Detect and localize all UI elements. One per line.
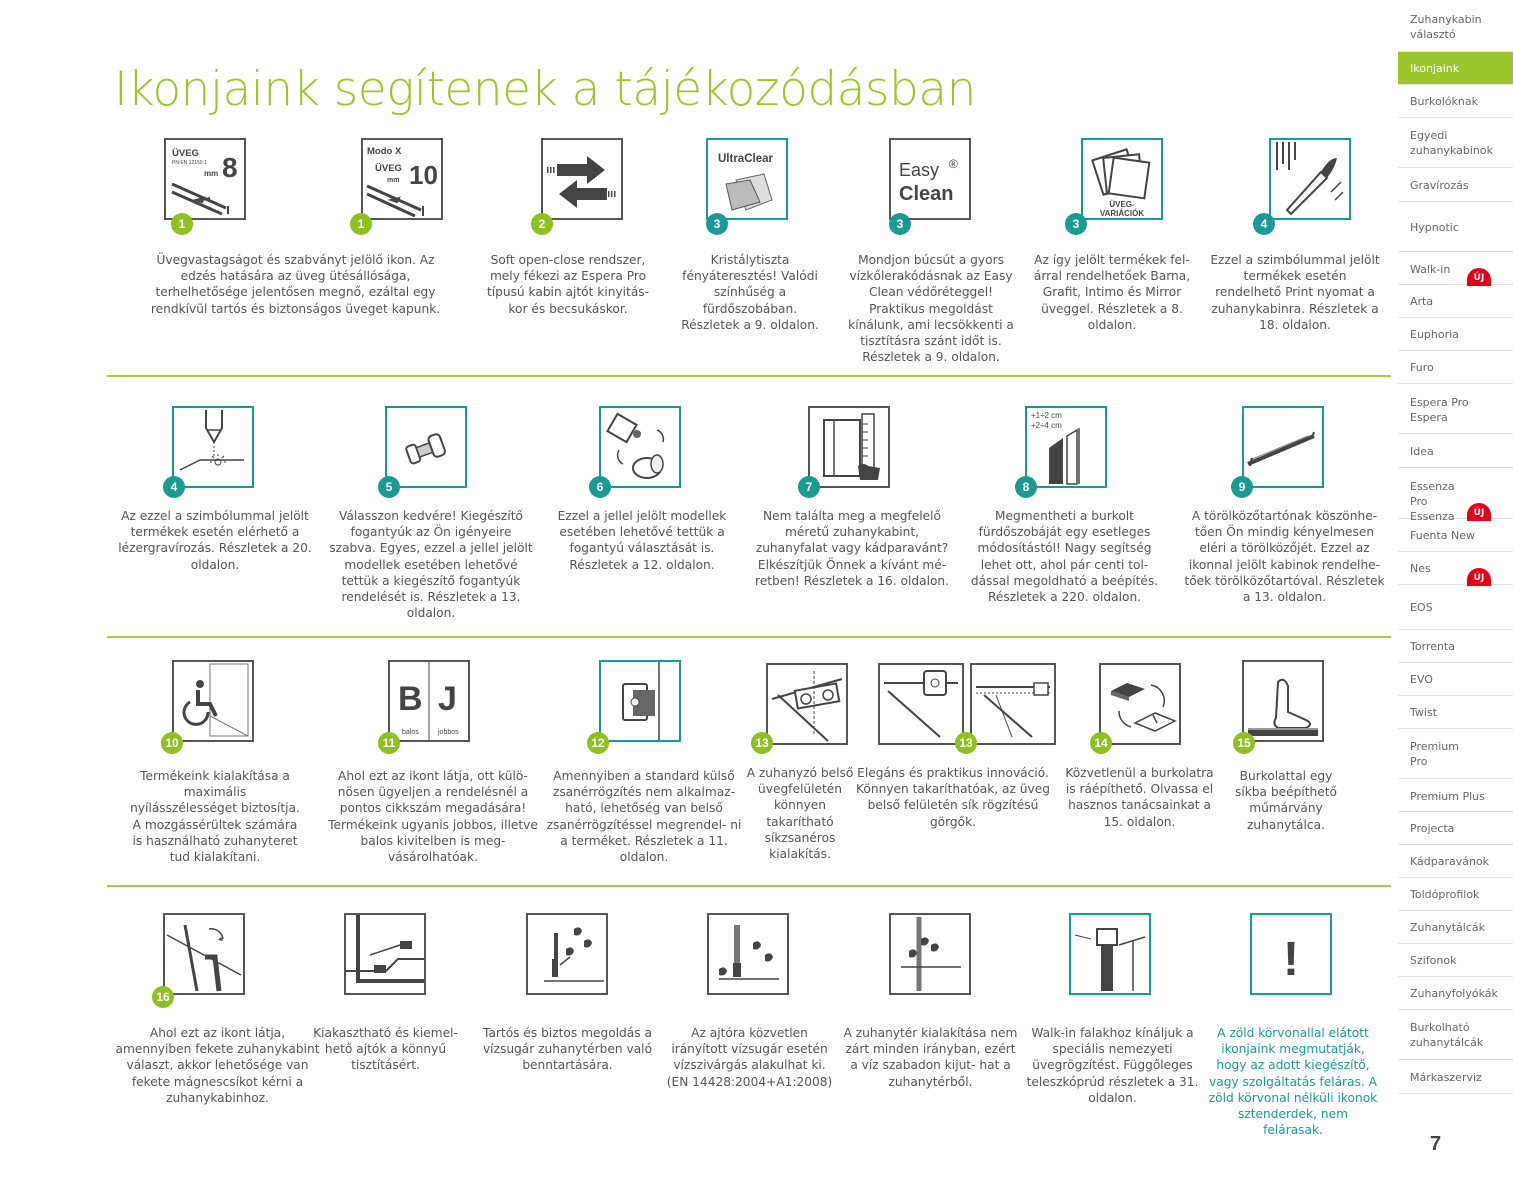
icon-description: A zuhanytér kialakítása nem zárt minden irányban, ezért a víz szabadon kijut- hat a zuhanytérből. xyxy=(843,1026,1018,1089)
sidebar-item[interactable]: Burkolható zuhanytálcák xyxy=(1398,1010,1513,1060)
sidebar-item[interactable]: Szifonok xyxy=(1398,944,1513,977)
page-title: Ikonjaink segítenek a tájékozódásban xyxy=(114,62,976,117)
icon-badge: 1 xyxy=(350,213,372,235)
icon-badge: 11 xyxy=(378,732,400,754)
on-tile-tray-icon xyxy=(1099,663,1181,745)
glass-thickness-8mm-icon xyxy=(164,138,246,220)
sidebar-item[interactable]: Burkolóknak xyxy=(1398,85,1513,118)
icon-badge: 9 xyxy=(1231,476,1253,498)
sidebar-item[interactable]: Twist xyxy=(1398,696,1513,729)
icon-description: Üvegvastagságot és szabványt jelölő ikon. Az edzés hatására az üveg ütésállósága, terhelhetősége jelentősen megnő, ezáltal egy rendkívül tartós és biztonságos üveget kapunk. xyxy=(150,253,441,316)
extra-handle-icon xyxy=(385,406,467,488)
svg-text:+2÷4 cm: +2÷4 cm xyxy=(1031,421,1062,430)
towel-holder-icon xyxy=(1242,406,1324,488)
glass-variations-icon xyxy=(1081,138,1163,220)
icon-badge: 3 xyxy=(889,213,911,235)
svg-text:Clean: Clean xyxy=(899,183,954,205)
sidebar-item[interactable]: Fuenta New xyxy=(1398,519,1513,552)
telescopic-rod-icon xyxy=(1069,913,1151,995)
open-shower-space-icon xyxy=(889,913,971,995)
icon-description: Amennyiben a standard külső zsanérrögzítés nem alkalmaz- ható, lehetőség van belső zsanérrögzítéssel megrendel- ni a terméket. Részletek a 11. oldalon. xyxy=(546,769,742,865)
sidebar-item[interactable]: Zuhanytálcák xyxy=(1398,911,1513,944)
sidebar-item[interactable]: Torrenta xyxy=(1398,630,1513,663)
icon-description: Kristálytiszta fényáteresztés! Valódi színhűség a fürdőszobában. Részletek a 9. oldalon. xyxy=(681,253,819,332)
svg-text:ÜVEG: ÜVEG xyxy=(375,163,402,174)
handle-choice-icon xyxy=(599,406,681,488)
svg-text:ÜVEG-: ÜVEG- xyxy=(1109,200,1135,209)
flat-hinge-icon xyxy=(766,663,848,745)
sidebar-item[interactable]: Zuhanykabin választó xyxy=(1398,0,1513,52)
icon-badge: 2 xyxy=(531,213,553,235)
flush-tray-icon xyxy=(1242,660,1324,742)
icon-badge: 10 xyxy=(161,732,183,754)
svg-text:10: 10 xyxy=(409,160,438,190)
svg-text:Easy: Easy xyxy=(899,160,940,180)
icon-description: Megmentheti a burkolt fürdőszobáját egy esetleges módosítástól! Nagy segítség lehet ott, ahol pár centi tol- dással megoldható a beépítés. Részletek a 220. oldalon. xyxy=(970,509,1159,605)
svg-text:J: J xyxy=(438,680,457,718)
icon-badge: 1 xyxy=(171,213,193,235)
sidebar-item[interactable]: Euphoria xyxy=(1398,318,1513,351)
row-separator xyxy=(107,885,1391,887)
row-separator xyxy=(107,375,1391,377)
custom-size-icon xyxy=(808,406,890,488)
exclamation-icon xyxy=(1250,913,1332,995)
water-leak-warning-icon xyxy=(707,913,789,995)
icon-description: Tartós és biztos megoldás a vízsugár zuhanytérben való benntartására. xyxy=(482,1026,653,1073)
icon-description: Közvetlenül a burkolatra is ráépíthető. Olvassa el hasznos tanácsainkat a 15. oldalon. xyxy=(1065,766,1214,829)
sidebar-item[interactable]: Nes ÚJ xyxy=(1398,552,1513,585)
svg-text:B: B xyxy=(398,680,423,718)
sidebar-item[interactable]: EOS xyxy=(1398,585,1513,630)
new-badge: ÚJ xyxy=(1467,503,1491,521)
sidebar-item[interactable]: Márkaszerviz xyxy=(1398,1060,1513,1094)
icon-badge: 6 xyxy=(589,476,611,498)
icon-description: Nem találta meg a megfelelő méretű zuhanykabint, zuhanyfalat vagy kádparavánt? Elkészítjük Önnek a kívánt mé- retben! Részletek a 16. oldalon. xyxy=(754,509,950,588)
sidebar-item[interactable]: Zuhanyfolyókák xyxy=(1398,977,1513,1010)
left-right-version-icon xyxy=(388,660,470,742)
water-retention-icon xyxy=(526,913,608,995)
icon-description: Ezzel a szimbólummal jelölt termékek esetén rendelhető Print nyomat a zuhanykabinra. Részletek a 18. oldalon. xyxy=(1210,253,1380,332)
new-badge: ÚJ xyxy=(1467,268,1491,286)
icon-description: Walk-in falakhoz kínáljuk a speciális nemezyeti üvegrögzítést. Függőleges teleszkóprúd részletek a 31. oldalon. xyxy=(1026,1026,1199,1105)
icon-badge: 14 xyxy=(1090,732,1112,754)
sidebar-item[interactable]: Walk-in ÚJ xyxy=(1398,252,1513,285)
inner-hinge-icon xyxy=(599,660,681,742)
icon-description: Ahol ezt az ikont látja, ott külö- nösen ügyeljen a rendelésnél a pontos cikkszám megadására! Termékeink ugyanis jobbos, illetve balos kivitelben is meg- vásárolhatóak. xyxy=(328,769,538,865)
sidebar-item[interactable]: Egyedi zuhanykabinok xyxy=(1398,118,1513,168)
svg-text:VARIÁCIÓK: VARIÁCIÓK xyxy=(1099,209,1145,218)
sidebar-item[interactable]: EVO xyxy=(1398,663,1513,696)
glass-thickness-10mm-icon xyxy=(361,138,443,220)
icon-description: Ahol ezt az ikont látja, amennyiben fekete zuhanykabint választ, akkor lehetősége van fekete mágnescsíkot kérni a zuhanykabinhoz. xyxy=(115,1026,320,1105)
svg-text:®: ® xyxy=(949,157,958,171)
sidebar-item[interactable]: Kádparavánok xyxy=(1398,845,1513,878)
legend-note: A zöld körvonallal elátott ikonjaink megmutatják, hogy az adott kiegészítő, vagy szolgáltatás feláras. A zöld körvonal nélküli ikonok sztenderdek, nem felárasak. xyxy=(1208,1026,1378,1138)
icon-description: Ezzel a jellel jelölt modellek esetében lehetővé tettük a fogantyú választását is. Részletek a 12. oldalon. xyxy=(557,509,727,572)
sidebar-item-active[interactable]: Ikonjaink xyxy=(1398,52,1513,85)
soft-close-arrows-icon xyxy=(541,138,623,220)
svg-text:!: ! xyxy=(1283,933,1299,986)
icon-description: Az ezzel a szimbólummal jelölt termékek esetén elérhető a lézergravírozás. Részletek a 20. oldalon. xyxy=(118,509,312,572)
easy-clean-coating-icon xyxy=(889,138,971,220)
icon-badge: 8 xyxy=(1015,476,1037,498)
icon-badge: 12 xyxy=(587,732,609,754)
icon-description: Termékeink kialakítása a maximális nyílásszélességet biztosítja. A mozgássérültek számára is használható zuhanyteret tud kialakítani. xyxy=(130,769,300,865)
icon-badge: 4 xyxy=(163,476,185,498)
icon-description: Soft open-close rendszer, mely fékezi az Espera Pro típusú kabin ajtót kinyitás- kor és becsukáskor. xyxy=(486,253,650,316)
new-badge: ÚJ xyxy=(1467,568,1491,586)
page-number: 7 xyxy=(1430,1133,1442,1155)
icon-description: Mondjon búcsút a gyors vízkőlerakódásnak az Easy Clean védőréteggel! Praktikus megoldást kínálunk, ami lecsökkenti a tisztításra szánt időt is. Részletek a 9. oldalon. xyxy=(848,253,1014,365)
laser-engraving-icon xyxy=(172,406,254,488)
icon-badge: 4 xyxy=(1253,213,1275,235)
svg-text:balos: balos xyxy=(402,729,419,736)
sidebar-item[interactable]: Premium Plus xyxy=(1398,779,1513,812)
icon-description: A zuhanyzó belső üvegfelületén könnyen takarítható síkzsanéros kialakítás. xyxy=(746,766,854,862)
sidebar-item[interactable]: Idea xyxy=(1398,434,1513,468)
roller-icon-a xyxy=(878,663,964,745)
icon-badge: 3 xyxy=(706,213,728,235)
black-magnet-strip-icon xyxy=(163,913,245,995)
svg-text:mm: mm xyxy=(387,177,400,184)
icon-description: A törölközőtartónak köszönhe- tően Ön mindig kényelmesen eléri a törölközőjét. Ezzel az ikonnal jelölt kabinok rendelhe- tőek törölközőtartóval. Részletek a 13. oldalon. xyxy=(1184,509,1385,605)
ultraclear-glass-icon xyxy=(706,138,788,220)
icon-badge: 16 xyxy=(152,986,174,1008)
icon-description: Elegáns és praktikus innováció. Könnyen takaríthatóak, az üveg belső felületén sík rögzítésű görgők. xyxy=(856,766,1050,829)
roller-icon-b xyxy=(970,663,1056,745)
sidebar-item[interactable]: Premium Pro xyxy=(1398,729,1513,779)
icon-description: Az így jelölt termékek fel- árral rendelhetőek Barna, Grafit, Intimo és Mirror üveggel. Részletek a 8. oldalon. xyxy=(1033,253,1191,332)
icon-description: Válasszon kedvére! Kiegészítő fogantyúk az Ön igényeire szabva. Egyes, ezzel a jellel jelölt modellek esetében lehetővé tettük a kiegészítő fogantyúk rendelését is. Részletek a 13. oldalon. xyxy=(329,509,533,621)
svg-text:ÜVEG: ÜVEG xyxy=(172,148,199,159)
icon-badge: 13 xyxy=(955,732,977,754)
sidebar-item[interactable]: Hypnotic xyxy=(1398,202,1513,252)
sidebar-item[interactable]: Espera Pro Espera xyxy=(1398,384,1513,434)
svg-text:8: 8 xyxy=(222,152,238,183)
svg-text:UltraClear: UltraClear xyxy=(718,153,773,165)
sidebar-item[interactable]: Projecta xyxy=(1398,812,1513,845)
svg-text:+1÷2 cm: +1÷2 cm xyxy=(1031,411,1062,420)
sidebar-item[interactable]: Toldóprofilok xyxy=(1398,878,1513,911)
svg-text:jobbos: jobbos xyxy=(438,729,459,736)
svg-text:mm: mm xyxy=(204,169,219,178)
row-separator xyxy=(107,636,1391,638)
icon-badge: 15 xyxy=(1233,732,1255,754)
wheelchair-access-icon xyxy=(172,660,254,742)
sidebar-item[interactable]: Essenza Pro Essenza ÚJ xyxy=(1398,468,1513,519)
extension-profile-icon xyxy=(1025,406,1107,488)
liftoff-door-icon xyxy=(344,913,426,995)
icon-description: Burkolattal egy síkba beépíthető műmárvány zuhanytálca. xyxy=(1235,769,1337,832)
icon-badge: 7 xyxy=(798,476,820,498)
print-brush-icon xyxy=(1269,138,1351,220)
icon-badge: 5 xyxy=(378,476,400,498)
sidebar-item[interactable]: Gravírozás xyxy=(1398,168,1513,202)
icon-description: Az ajtóra közvetlen irányított vízsugár esetén vízszivárgás alakulhat ki. (EN 14428:2004+A1:2008) xyxy=(666,1026,833,1089)
svg-text:PN:EN 12150:1: PN:EN 12150:1 xyxy=(172,160,207,166)
icon-description: Kiakasztható és kiemel- hető ajtók a könnyű tisztításért. xyxy=(313,1026,458,1073)
icon-badge: 13 xyxy=(751,732,773,754)
svg-text:Modo X: Modo X xyxy=(367,146,402,157)
sidebar-item[interactable]: Furo xyxy=(1398,351,1513,384)
sidebar-item[interactable]: Arta xyxy=(1398,285,1513,318)
icon-badge: 3 xyxy=(1065,213,1087,235)
